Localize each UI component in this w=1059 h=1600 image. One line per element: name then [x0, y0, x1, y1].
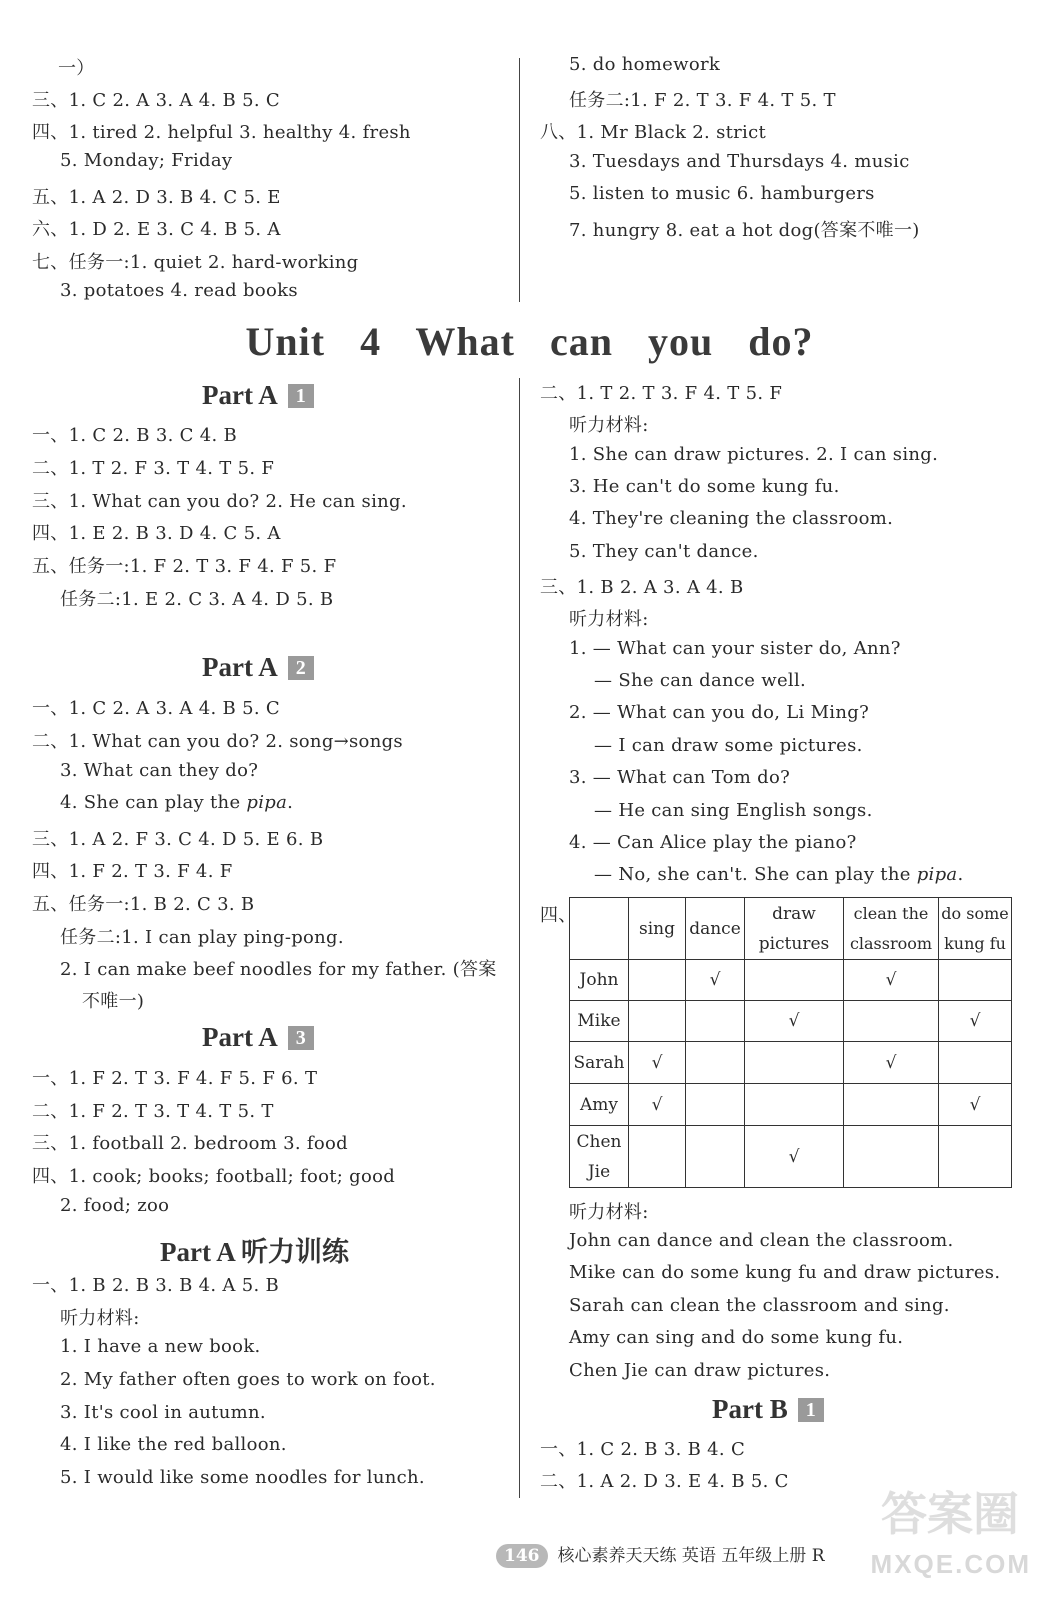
part-heading: Part A 听力训练	[160, 1237, 349, 1267]
lesson-number-badge: 2	[288, 656, 314, 680]
answer-line: 3. What can they do?	[60, 760, 259, 781]
answer-line: 一、1. F 2. T 3. F 4. F 5. F 6. T	[32, 1068, 318, 1089]
part-heading	[202, 380, 314, 411]
table-cell: √	[629, 1042, 686, 1084]
answer-line: 3. — What can Tom do?	[569, 767, 791, 788]
answer-line: 三、1. B 2. A 3. A 4. B	[540, 577, 744, 598]
answer-line: 5. Monday; Friday	[60, 150, 233, 171]
answer-line: 五、任务一:1. B 2. C 3. B	[32, 894, 255, 915]
answer-line: 1. I have a new book.	[60, 1336, 261, 1357]
answer-line: 一、1. C 2. A 3. A 4. B 5. C	[32, 698, 280, 719]
table-cell: √	[686, 960, 745, 1001]
table-cell	[844, 1084, 939, 1126]
answer-line: 4. I like the red balloon.	[60, 1434, 287, 1455]
answer-line: 三、1. C 2. A 3. A 4. B 5. C	[32, 90, 280, 111]
answer-line: — She can dance well.	[594, 670, 807, 691]
answer-line: 二、1. A 2. D 3. E 4. B 5. C	[540, 1471, 789, 1492]
answer-line: 4. They're cleaning the classroom.	[569, 508, 894, 529]
table-cell: √	[745, 1126, 844, 1188]
table-row-name: Sarah	[570, 1042, 629, 1084]
answer-line: 三、1. football 2. bedroom 3. food	[32, 1133, 348, 1154]
table-row-name: Mike	[570, 1001, 629, 1042]
answer-line: 四、1. F 2. T 3. F 4. F	[32, 861, 233, 882]
table-cell	[745, 1042, 844, 1084]
answer-line	[60, 792, 293, 813]
answer-line: Chen Jie can draw pictures.	[569, 1360, 831, 1381]
table-row-name: Amy	[570, 1084, 629, 1126]
table-cell	[844, 1126, 939, 1188]
answer-line: 七、任务一:1. quiet 2. hard-working	[32, 252, 359, 273]
watermark-logo: 答案圈	[881, 1487, 1019, 1541]
watermark-text: MXQE.COM	[870, 1549, 1031, 1579]
table-cell	[745, 960, 844, 1001]
answer-line: 听力材料:	[569, 1202, 649, 1223]
table-cell	[939, 960, 1012, 1001]
table-cell: √	[844, 1042, 939, 1084]
answer-line: 一）	[58, 58, 95, 79]
answer-line: 2. food; zoo	[60, 1195, 170, 1216]
answer-line: 五、1. A 2. D 3. B 4. C 5. E	[32, 187, 281, 208]
table-cell	[939, 1126, 1012, 1188]
table-cell	[686, 1042, 745, 1084]
ability-table	[569, 897, 1012, 1188]
answer-line: 三、1. A 2. F 3. C 4. D 5. E 6. B	[32, 829, 324, 850]
table-cell: √	[939, 1001, 1012, 1042]
answer-line: 任务二:1. F 2. T 3. F 4. T 5. T	[569, 90, 836, 111]
answer-line: 二、1. T 2. T 3. F 4. T 5. F	[540, 383, 783, 404]
answer-line: 3. He can't do some kung fu.	[569, 476, 840, 497]
answer-line: 一、1. C 2. B 3. B 4. C	[540, 1439, 746, 1460]
answer-line: Amy can sing and do some kung fu.	[569, 1327, 904, 1348]
top-column-divider	[519, 58, 520, 302]
italic-word: pipa	[246, 792, 288, 813]
answer-line: 2. I can make beef noodles for my father. (答案	[60, 959, 497, 980]
answer-line: 5. listen to music 6. hamburgers	[569, 183, 875, 204]
answer-line: 八、1. Mr Black 2. strict	[540, 122, 767, 143]
main-column-divider	[519, 378, 520, 1498]
table-row-name: Chen Jie	[570, 1126, 629, 1188]
table-header-cell: dance	[686, 898, 745, 960]
part-title: Part A	[202, 652, 278, 682]
answer-line: 四、1. cook; books; football; foot; good	[32, 1166, 396, 1187]
table-cell: √	[844, 960, 939, 1001]
answer-line: Mike can do some kung fu and draw pictures.	[569, 1262, 1001, 1283]
answer-line: 一、1. C 2. B 3. C 4. B	[32, 425, 238, 446]
answer-line: 5. They can't dance.	[569, 541, 759, 562]
answer-line: 四、1. tired 2. helpful 3. healthy 4. fresh	[32, 122, 411, 143]
table-cell	[629, 1001, 686, 1042]
answer-line: 不唯一)	[82, 991, 145, 1012]
answer-line: 3. It's cool in autumn.	[60, 1402, 266, 1423]
answer-line: 5. I would like some noodles for lunch.	[60, 1467, 425, 1488]
page-number: 146	[496, 1544, 548, 1568]
page-footer	[496, 1541, 825, 1568]
answer-line: 二、1. T 2. F 3. T 4. T 5. F	[32, 458, 275, 479]
table-cell	[686, 1084, 745, 1126]
answer-line: 二、1. What can you do? 2. song→songs	[32, 731, 403, 752]
part-heading	[202, 652, 314, 683]
table-cell	[939, 1042, 1012, 1084]
table-cell	[629, 960, 686, 1001]
table-cell	[686, 1001, 745, 1042]
italic-word: pipa	[916, 864, 958, 885]
table-cell	[686, 1126, 745, 1188]
answer-line: 1. She can draw pictures. 2. I can sing.	[569, 444, 939, 465]
table-cell	[844, 1001, 939, 1042]
table-header-cell: do some kung fu	[939, 898, 1012, 960]
answer-line: — He can sing English songs.	[594, 800, 873, 821]
answer-line: 五、任务一:1. F 2. T 3. F 4. F 5. F	[32, 556, 337, 577]
answer-text: — No, she can't. She can play the	[594, 864, 917, 885]
table-header-cell	[570, 898, 629, 960]
answer-line: 2. My father often goes to work on foot.	[60, 1369, 436, 1390]
answer-line: 听力材料:	[569, 609, 649, 630]
part-heading	[202, 1022, 314, 1053]
table-header-cell: draw pictures	[745, 898, 844, 960]
table-header-cell: sing	[629, 898, 686, 960]
table-cell: √	[629, 1084, 686, 1126]
answer-line: 2. — What can you do, Li Ming?	[569, 702, 870, 723]
table-cell	[745, 1084, 844, 1126]
answer-line: 一、1. B 2. B 3. B 4. A 5. B	[32, 1275, 280, 1296]
answer-line: 二、1. F 2. T 3. T 4. T 5. T	[32, 1101, 274, 1122]
part-heading	[712, 1394, 824, 1425]
lesson-number-badge: 3	[288, 1026, 314, 1050]
answer-text: 4. She can play the	[60, 792, 247, 813]
table-cell: √	[745, 1001, 844, 1042]
answer-line: 任务二:1. E 2. C 3. A 4. D 5. B	[60, 589, 334, 610]
table-header-cell: clean the classroom	[844, 898, 939, 960]
table-cell	[629, 1126, 686, 1188]
answer-line: 听力材料:	[60, 1308, 140, 1329]
answer-line: 3. potatoes 4. read books	[60, 280, 298, 301]
period: .	[287, 792, 294, 813]
table-question-label: 四、	[540, 905, 577, 926]
answer-line: — I can draw some pictures.	[594, 735, 863, 756]
answer-line: 四、1. E 2. B 3. D 4. C 5. A	[32, 523, 281, 544]
part-title: Part A	[202, 380, 278, 410]
answer-line: 听力材料:	[569, 415, 649, 436]
answer-line: 1. — What can your sister do, Ann?	[569, 638, 901, 659]
answer-line: 六、1. D 2. E 3. C 4. B 5. A	[32, 219, 281, 240]
answer-line: 任务二:1. I can play ping-pong.	[60, 927, 344, 948]
answer-line	[594, 864, 963, 885]
answer-line: 7. hungry 8. eat a hot dog(答案不唯一)	[569, 220, 920, 241]
table-cell: √	[939, 1084, 1012, 1126]
answer-line: 4. — Can Alice play the piano?	[569, 832, 857, 853]
book-title: 核心素养天天练 英语 五年级上册 R	[557, 1546, 825, 1566]
answer-line: Sarah can clean the classroom and sing.	[569, 1295, 950, 1316]
part-title: Part A	[202, 1022, 278, 1052]
part-title: Part B	[712, 1394, 788, 1424]
period: .	[957, 864, 964, 885]
lesson-number-badge: 1	[798, 1398, 824, 1422]
answer-line: 三、1. What can you do? 2. He can sing.	[32, 491, 407, 512]
table-row-name: John	[570, 960, 629, 1001]
lesson-number-badge: 1	[288, 384, 314, 408]
answer-line: 5. do homework	[569, 54, 721, 75]
answer-line: 3. Tuesdays and Thursdays 4. music	[569, 151, 910, 172]
unit-title: Unit 4 What can you do?	[245, 319, 814, 364]
answer-line: John can dance and clean the classroom.	[569, 1230, 954, 1251]
